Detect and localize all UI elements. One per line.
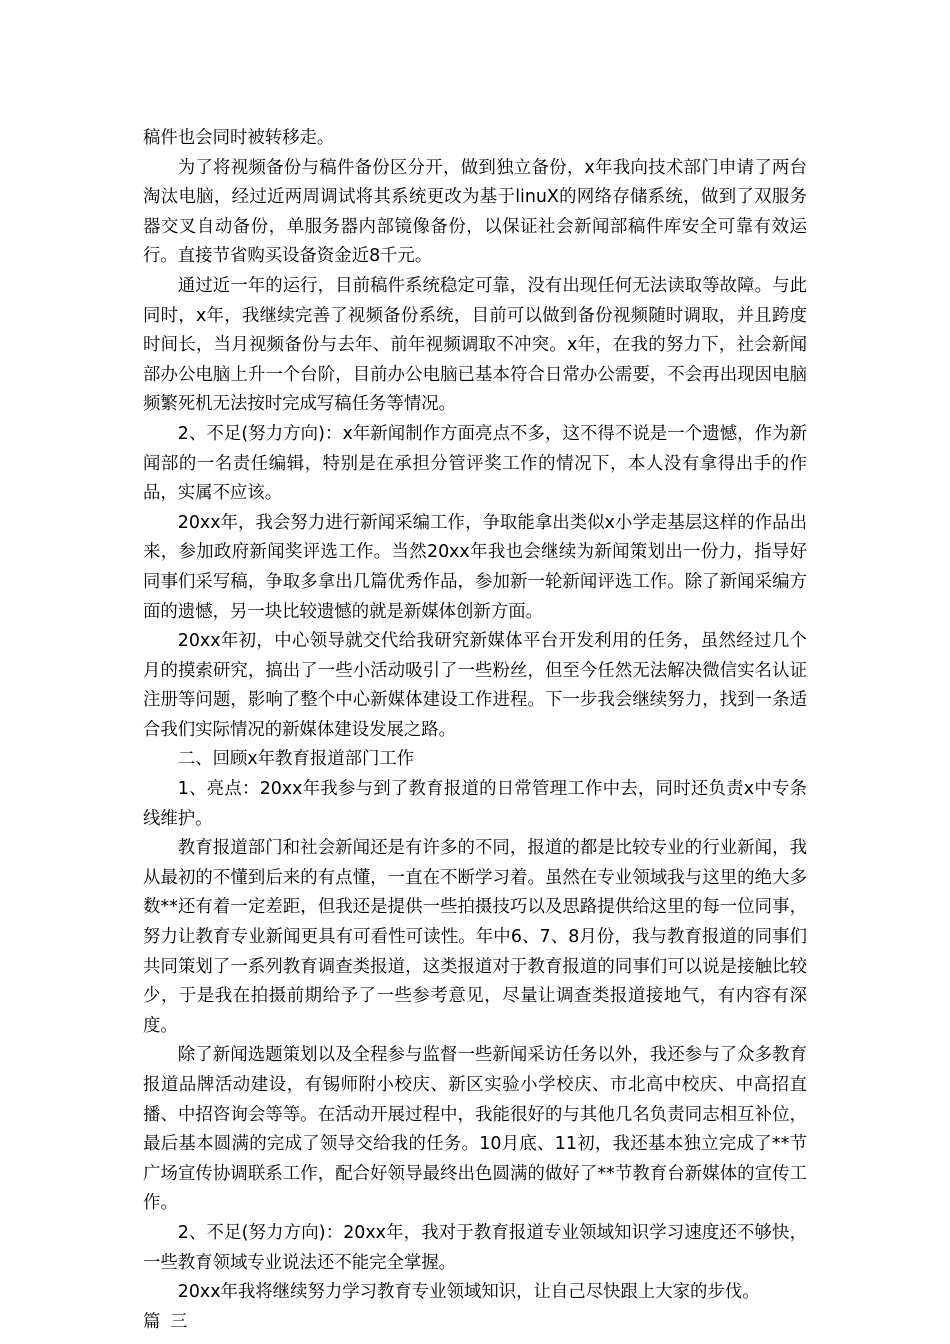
- chapter-heading: 篇三: [143, 1311, 197, 1332]
- paragraph-2: 为了将视频备份与稿件备份区分开，做到独立备份，x年我向技术部门申请了两台淘汰电脑，经过近两周调试将其系统更改为基于linuX的网络存储系统，做到了双服务器交叉自动备份，单服务器内部镜像备份，以保证社会新闻部稿件库安全可靠有效运行。直接节省购买设备资金近8千元。: [143, 157, 807, 267]
- paragraph-1: 稿件也会同时被转移走。: [143, 128, 335, 148]
- paragraph-10: 除了新闻选题策划以及全程参与监督一些新闻采访任务以外，我还参与了众多教育报道品牌活动建设，有锡师附小校庆、新区实验小学校庆、市北高中校庆、中高招直播、中招咨询会等等。在活动开展过程中，我能很好的与其他几名负责同志相互补位，最后基本圆满的完成了领导交给我的任务。10月底、11初，我还基本独立完成了**节广场宣传协调联系工作，配合好领导最终出色圆满的做好了**节教育台新媒体的宣传工作。: [143, 1045, 807, 1214]
- paragraph-9: 教育报道部门和社会新闻还是有许多的不同，报道的都是比较专业的行业新闻，我从最初的不懂到后来的有点懂，一直在不断学习着。虽然在专业领域我与这里的绝大多数**还有着一定差距，但我还是提供一些拍摄技巧以及思路提供给这里的每一位同事，努力让教育专业新闻更具有可看性可读性。年中6、7、8月份，我与教育报道的同事们共同策划了一系列教育调查类报道，这类报道对于教育报道的同事们可以说是接触比较少，于是我在拍摄前期给予了一些参考意见，尽量让调查类报道接地气，有内容有深度。: [143, 838, 807, 1036]
- paragraph-12: 20xx年我将继续努力学习教育专业领域知识，让自己尽快跟上大家的步伐。: [177, 1282, 760, 1303]
- paragraph-5: 20xx年，我会努力进行新闻采编工作，争取能拿出类似x小学走基层这样的作品出来，参加政府新闻奖评选工作。当然20xx年我也会继续为新闻策划出一份力，指导好同事们采写稿，争取多拿出几篇优秀作品，参加新一轮新闻评选工作。除了新闻采编方面的遗憾，另一块比较遗憾的就是新媒体创新方面。: [143, 512, 807, 622]
- paragraph-6: 20xx年初，中心领导就交代给我研究新媒体平台开发利用的任务，虽然经过几个月的摸索研究，搞出了一些小活动吸引了一些粉丝，但至今任然无法解决微信实名认证注册等问题，影响了整个中心新媒体建设工作进程。下一步我会继续努力，找到一条适合我们实际情况的新媒体建设发展之路。: [143, 631, 807, 740]
- document-body: [143, 124, 807, 1337]
- paragraph-11: 2、不足(努力方向)：20xx年，我对于教育报道专业领域知识学习速度还不够快，一些教育领域专业说法还不能完全掌握。: [143, 1222, 807, 1273]
- section-heading-2: 二、回顾x年教育报道部门工作: [177, 749, 415, 770]
- paragraph-4: 2、不足(努力方向)：x年新闻制作方面亮点不多，这不得不说是一个遗憾，作为新闻部的一名责任编辑，特别是在承担分管评奖工作的情况下，本人没有拿得出手的作品，实属不应该。: [143, 423, 807, 504]
- paragraph-8: 1、亮点：20xx年我参与到了教育报道的日常管理工作中去，同时还负责x中专条线维护。: [143, 779, 807, 829]
- paragraph-3: 通过近一年的运行，目前稿件系统稳定可靠，没有出现任何无法读取等故障。与此同时，x年，我继续完善了视频备份系统，目前可以做到备份视频随时调取，并且跨度时间长，当月视频备份与去年、前年视频调取不冲突。x年，在我的努力下，社会新闻部办公电脑上升一个台阶，目前办公电脑已基本符合日常办公需要，不会再出现因电脑频繁死机无法按时完成写稿任务等情况。: [143, 275, 807, 415]
